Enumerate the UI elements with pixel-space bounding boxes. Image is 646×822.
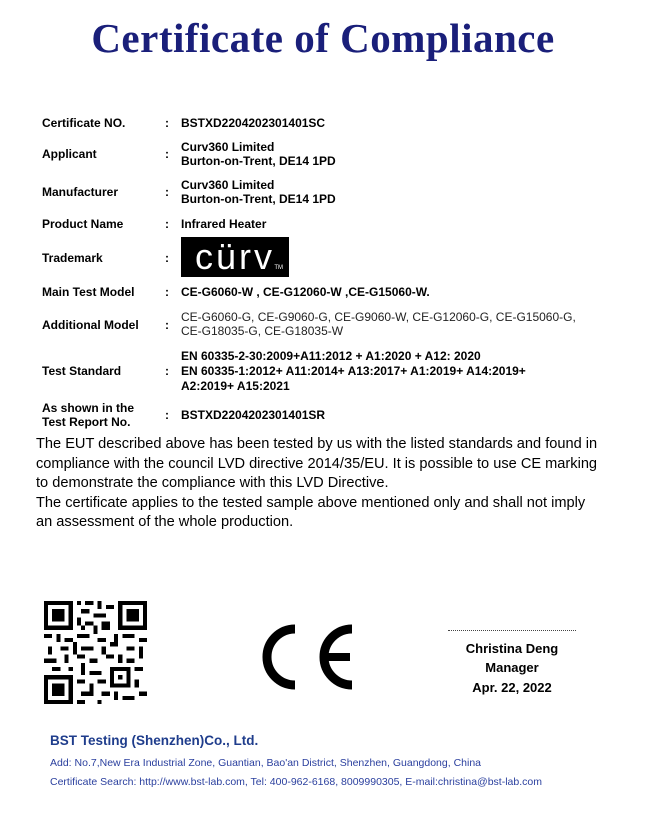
applicant-name: Curv360 Limited (181, 140, 275, 154)
issuer-company: BST Testing (Shenzhen)Co., Ltd. (50, 733, 259, 748)
colon: : (165, 217, 169, 231)
qr-code-icon (44, 601, 147, 704)
colon: : (165, 318, 169, 332)
certificate-title: Certificate of Compliance (91, 15, 555, 61)
scope-line-1: The certificate applies to the tested sample above mentioned only and shall not imply (36, 494, 586, 511)
test-standard-line3: A2:2019+ A15:2021 (181, 379, 290, 393)
compliance-line-3: to demonstrate the compliance with this LVD Directive. (36, 475, 389, 491)
additional-model-line2: CE-G18035-G, CE-G18035-W (181, 324, 344, 338)
signatory-name: Christina Deng (465, 641, 559, 656)
colon: : (165, 364, 169, 378)
colon: : (165, 285, 169, 299)
colon: : (165, 147, 169, 161)
main-test-model-value: CE-G6060-W , CE-G12060-W ,CE-G15060-W. (181, 285, 430, 299)
additional-model-line1: CE-G6060-G, CE-G9060-G, CE-G9060-W, CE-G12060-G, CE-G15060-G, (181, 310, 576, 324)
test-report-value: BSTXD2204202301401SR (181, 408, 326, 422)
compliance-statement (36, 435, 636, 533)
colon: : (165, 251, 169, 265)
manufacturer-address: Burton-on-Trent, DE14 1PD (181, 192, 336, 206)
certificate-no-label: Certificate NO. (42, 116, 126, 130)
certificate-search-info: Certificate Search: http://www.bst-lab.com, Tel: 400-962-6168, 8009990305, E-mail:christina@bst-lab.com (50, 776, 542, 788)
colon: : (165, 116, 169, 130)
signature-date: Apr. 22, 2022 (472, 680, 552, 695)
ce-mark-icon (250, 617, 360, 697)
signature-line (448, 630, 576, 631)
colon: : (165, 185, 169, 199)
curv-logo (181, 237, 289, 277)
test-standard-line2: EN 60335-1:2012+ A11:2014+ A13:2017+ A1:2019+ A14:2019+ (181, 364, 526, 378)
product-name-label: Product Name (42, 217, 124, 231)
logo-text: cürv (194, 236, 275, 277)
logo-tm: TM (274, 265, 283, 271)
main-test-model-label: Main Test Model (42, 285, 135, 299)
applicant-address: Burton-on-Trent, DE14 1PD (181, 154, 336, 168)
compliance-line-1: The EUT described above has been tested by us with the listed standards and found in (36, 436, 598, 452)
trademark-label: Trademark (42, 251, 103, 265)
test-standard-line1: EN 60335-2-30:2009+A11:2012 + A1:2020 + A12: 2020 (181, 349, 481, 363)
compliance-line-2: compliance with the council LVD directive 2014/35/EU. It is possible to use CE marking (36, 455, 598, 472)
colon: : (165, 408, 169, 422)
signatory-title: Manager (485, 660, 539, 675)
additional-model-label: Additional Model (42, 318, 139, 332)
certificate-no-value: BSTXD2204202301401SC (181, 116, 326, 130)
manufacturer-name: Curv360 Limited (181, 178, 275, 192)
test-standard-label: Test Standard (42, 364, 122, 378)
manufacturer-label: Manufacturer (42, 185, 119, 199)
applicant-label: Applicant (42, 147, 97, 161)
test-report-label-line2: Test Report No. (42, 415, 131, 429)
product-name-value: Infrared Heater (181, 217, 267, 231)
test-report-label-line1: As shown in the (42, 401, 135, 415)
scope-line-2: an assessment of the whole production. (36, 514, 294, 530)
issuer-address: Add: No.7,New Era Industrial Zone, Guantian, Bao'an District, Shenzhen, Guangdong, China (50, 757, 482, 769)
